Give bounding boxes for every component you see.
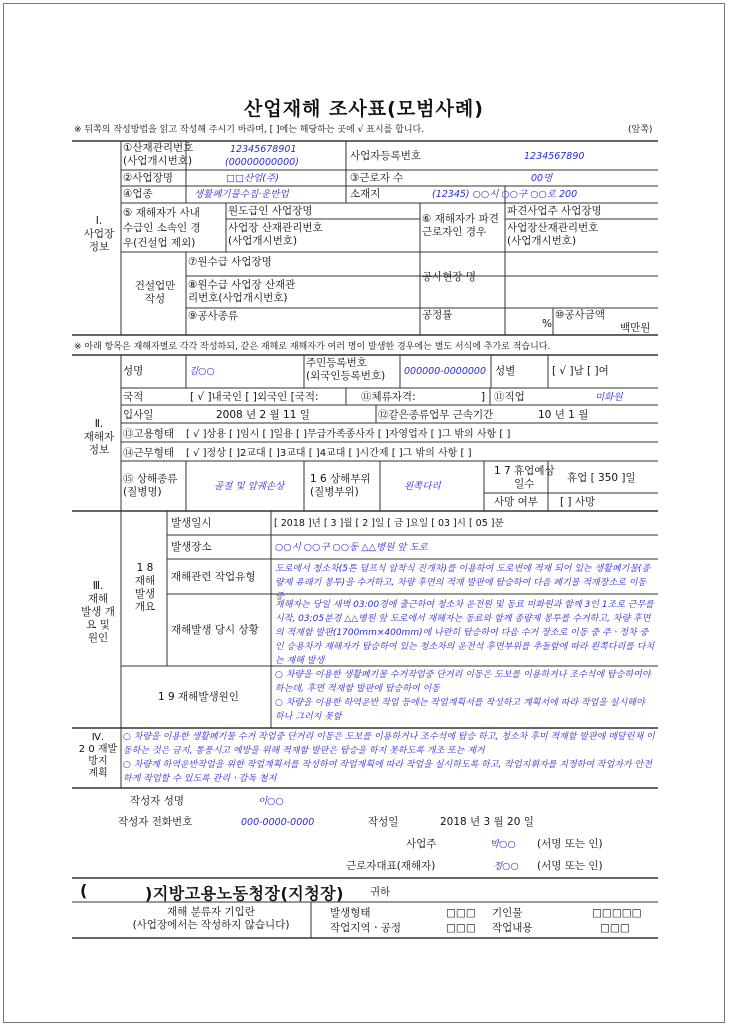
- insurance-no-value-1: 12345678901: [230, 144, 297, 155]
- hire-value: 2008 년 2 월 11 일: [216, 409, 310, 421]
- rrn-value: 000000-0000000: [404, 366, 487, 377]
- hire-label: 입사일: [123, 409, 154, 421]
- section2-notice: ※ 아래 항목은 재해자별로 각각 작성하되, 같은 재해로 재해자가 여러 명이 발생한 경우에는 별도 서식에 추가로 적습니다.: [74, 342, 551, 352]
- task-label: 재해관련 작업유형: [171, 571, 256, 583]
- dispatch-name-label: 파견사업주 사업장명: [507, 205, 602, 217]
- datetime-label: 발생일시: [171, 517, 212, 529]
- company-name-label: ②사업장명: [123, 172, 173, 184]
- date-label: 작성일: [368, 816, 399, 828]
- cause-value: ○ 차량을 이용한 생활폐기물 수거작업중 단거리 이동은 도보를 이용하거나 조수석에 탑승하여야 하는데, 후면 적재함 발판에 탑승하여 이동 ○ 차량을 이용한 하역운반 작업 등에는 작업계획서를 작성하고 계획서에 따라 작업을 실시해야 하나 그러지 못함: [275, 670, 651, 722]
- situation-label: 재해발생 당시 상황: [171, 624, 259, 636]
- part-label: 1 6 상해부위 (질병부위): [310, 473, 371, 498]
- type-boxes: □□□: [446, 907, 476, 919]
- death-value: [ ] 사망: [560, 496, 596, 508]
- workers-label: ③근로자 수: [350, 172, 404, 184]
- rrn-label: 주민등록번호 (외국인등록번호): [306, 357, 386, 382]
- construction-label: 건설업만 작성: [134, 280, 176, 305]
- type-label: 발생형태: [330, 907, 371, 919]
- situation-value: 재해자는 당일 새벽 03:00경에 출근하여 청소차 운전원 및 동료 미화원과 함께 3인 1조로 근무를 시작, 03:05분경 △△병원 앞 도로에서 재해자는 동료와 함께 종량제 봉투를 수거하고, 차량 후면의 적재함 발판(1700mm×400mm)에 나란히 탑승하여 다음 수거 장소로 이동 중 주ㆍ정차 중인 승용차가 재해자가 탑승하여 있는 청소차의 운전석 후면부위를 추돌함에 따라 왼쪽다리를 다치는 재해 발생: [275, 600, 655, 666]
- owner-sign: (서명 또는 인): [537, 838, 603, 850]
- date-value: 2018 년 3 월 20 일: [440, 816, 534, 828]
- job-value: 미화원: [595, 392, 623, 403]
- dispatch-label: ⑥ 재해자가 파견 근로자인 경우: [422, 213, 499, 238]
- shift-label: ⑭근무형태: [123, 447, 175, 459]
- tenure-label: ⑫같은종류업무 근속기간: [378, 409, 494, 421]
- office-open: (: [80, 881, 88, 900]
- area-label: 작업지역ㆍ공정: [330, 922, 402, 934]
- rep-value: 정○○: [493, 861, 519, 872]
- classifier-label: 재해 분류자 기입란 (사업장에서는 작성하지 않습니다): [132, 906, 290, 931]
- rep-sign: (서명 또는 인): [537, 860, 603, 872]
- task-value: 도로에서 청소차(5톤 덤프식 압착식 진개차)를 이용하여 도로변에 적재 되어 있는 생활폐기물(종량제 유래기 봉투)을 수거하고, 차량 후면의 적재 발판에 탑승하여 다음 폐기물 적재장소로 이동 중: [275, 564, 651, 602]
- section1-label: Ⅰ. 사업장 정보: [83, 215, 115, 253]
- rep-label: 근로자대표(재해자): [346, 860, 436, 872]
- job-label: ⑪직업: [494, 391, 525, 403]
- owner-label: 사업주: [406, 838, 437, 850]
- industry-value: 생활폐기물수집·운반업: [194, 189, 289, 200]
- content-label: 작업내용: [492, 922, 533, 934]
- cause-label: 1 9 재해발생원인: [158, 691, 239, 703]
- datetime-value: [ 2018 ]년 [ 3 ]월 [ 2 ]일 [ 금 ]요일 [ 03 ]시 [ 05 ]분: [274, 518, 504, 529]
- injury-value: 골절 및 압궤손상: [214, 481, 285, 492]
- area-boxes: □□□: [446, 922, 476, 934]
- insurance-no-value-2: (00000000000): [225, 157, 299, 168]
- visa-label: ⑪체류자격:: [361, 391, 416, 403]
- biz-reg-value: 1234567890: [524, 151, 585, 162]
- phone-label: 작성자 전화번호: [118, 816, 193, 828]
- workers-value: 00명: [531, 173, 553, 184]
- place-value: ○○시 ○○구 ○○동 △△병원 앞 도로: [275, 542, 428, 553]
- shift-value: [ √ ]정상 [ ]2교대 [ ]3교대 [ ]4교대 [ ]시간제 [ ]그 밖의 사항 [ ]: [186, 448, 472, 459]
- injury-cause-label: 기인물: [492, 907, 523, 919]
- insurance-no-label: ①산재관리번호 (사업개시번호): [123, 142, 194, 167]
- leave-value: 휴업 [ 350 ]일: [567, 472, 636, 484]
- address-label: 소재지: [350, 188, 381, 200]
- death-label: 사망 여부: [494, 496, 538, 508]
- prime-name-label: 원도급인 사업장명: [228, 205, 313, 217]
- writer-label: 작성자 성명: [130, 795, 185, 807]
- address-value: (12345) ○○시 ○○구 ○○로 200: [432, 189, 578, 200]
- part-value: 왼쪽다리: [404, 481, 441, 492]
- section3-label: Ⅲ. 재해 발생 개 요 및 원인: [81, 580, 115, 644]
- nationality-label: 국적: [123, 391, 144, 403]
- page-side: (앞쪽): [628, 125, 653, 135]
- dispatch-no-label: 사업장산재관리번호 (사업개시번호): [507, 222, 599, 247]
- name-value: 김○○: [189, 366, 215, 377]
- gender-label: 성별: [495, 365, 516, 377]
- client-no-label: ⑧원수급 사업장 산재관 리번호(사업개시번호): [188, 279, 296, 304]
- visa-close: ]: [481, 391, 486, 403]
- overview-label: 1 8 재해 발생 개요: [134, 562, 156, 613]
- injury-label: ⑮ 상해종류 (질병명): [123, 473, 178, 498]
- office-name: )지방고용노동청장(지청장): [145, 884, 344, 903]
- employ-label: ⑬고용형태: [123, 428, 175, 440]
- employ-value: [ √ ]상용 [ ]임시 [ ]일용 [ ]무급가족종사자 [ ]자영업자 [ ]그 밖의 사항 [ ]: [186, 429, 511, 440]
- phone-value: 000-0000-0000: [241, 817, 315, 828]
- company-name-value: □□산업(주): [226, 173, 279, 184]
- prime-no-label: 사업장 산재관리번호 (사업개시번호): [228, 222, 323, 247]
- owner-value: 박○○: [490, 839, 516, 850]
- prevention-plan: ○ 차량을 이용한 생활폐기물 수거 작업중 단거리 이동은 도보를 이용하거나 조수석에 탑승 하고, 청소차 후미 적재함 발판에 매달린채 이동하는 것은 금지, 통풍시고 예방을 위해 적재함 발판은 탑승을 하지 못하도록 개조 또는 제거 ○ 차량계 하역운반작업을 위한 작업계획서를 작성하여 작업계획에 따라 작업을 실시하도록 하고, 작업지휘자를 지정하여 작업자가 안전하게 작업할 수 있도록 관리ㆍ감독 철저: [123, 732, 655, 784]
- place-label: 발생장소: [171, 541, 212, 553]
- leave-label: 1 7 휴업예상 일수: [494, 465, 555, 490]
- work-type-label: ⑨공사종류: [188, 310, 238, 322]
- content-boxes: □□□: [600, 922, 630, 934]
- nationality-value: [ √ ]내국인 [ ]외국인 [국적:: [190, 391, 319, 403]
- progress-label: 공정률: [422, 309, 453, 321]
- client-label: ⑦원수급 사업장명: [188, 256, 272, 268]
- site-name-label: 공사현장 명: [422, 271, 477, 283]
- subcontract-label: ⑤ 재해자가 사내 수급인 소속인 경 우(건설업 제외): [123, 207, 201, 249]
- industry-label: ④업종: [123, 188, 153, 200]
- tenure-value: 10 년 1 월: [538, 409, 589, 421]
- amount-unit: 백만원: [620, 322, 651, 334]
- form-notice: ※ 뒤쪽의 작성방법을 읽고 작성해 주시기 바라며, [ ]에는 해당하는 곳에 √ 표시를 합니다.: [74, 125, 425, 135]
- gender-value: [ √ ]남 [ ]여: [552, 365, 609, 377]
- page-title: 산업재해 조사표(모범사례): [244, 98, 484, 120]
- biz-reg-label: 사업자등록번호: [350, 150, 422, 162]
- percent-sign: %: [542, 318, 552, 330]
- writer-value: 이○○: [258, 796, 284, 807]
- section4-label: Ⅳ. 2 0 재발 방지 계획: [78, 732, 118, 779]
- name-label: 성명: [123, 365, 144, 377]
- section2-label: Ⅱ. 재해자 정보: [83, 418, 115, 456]
- amount-label: ⑩공사금액: [555, 309, 605, 321]
- office-suffix: 귀하: [370, 886, 391, 898]
- injury-cause-boxes: □□□□□: [592, 907, 642, 919]
